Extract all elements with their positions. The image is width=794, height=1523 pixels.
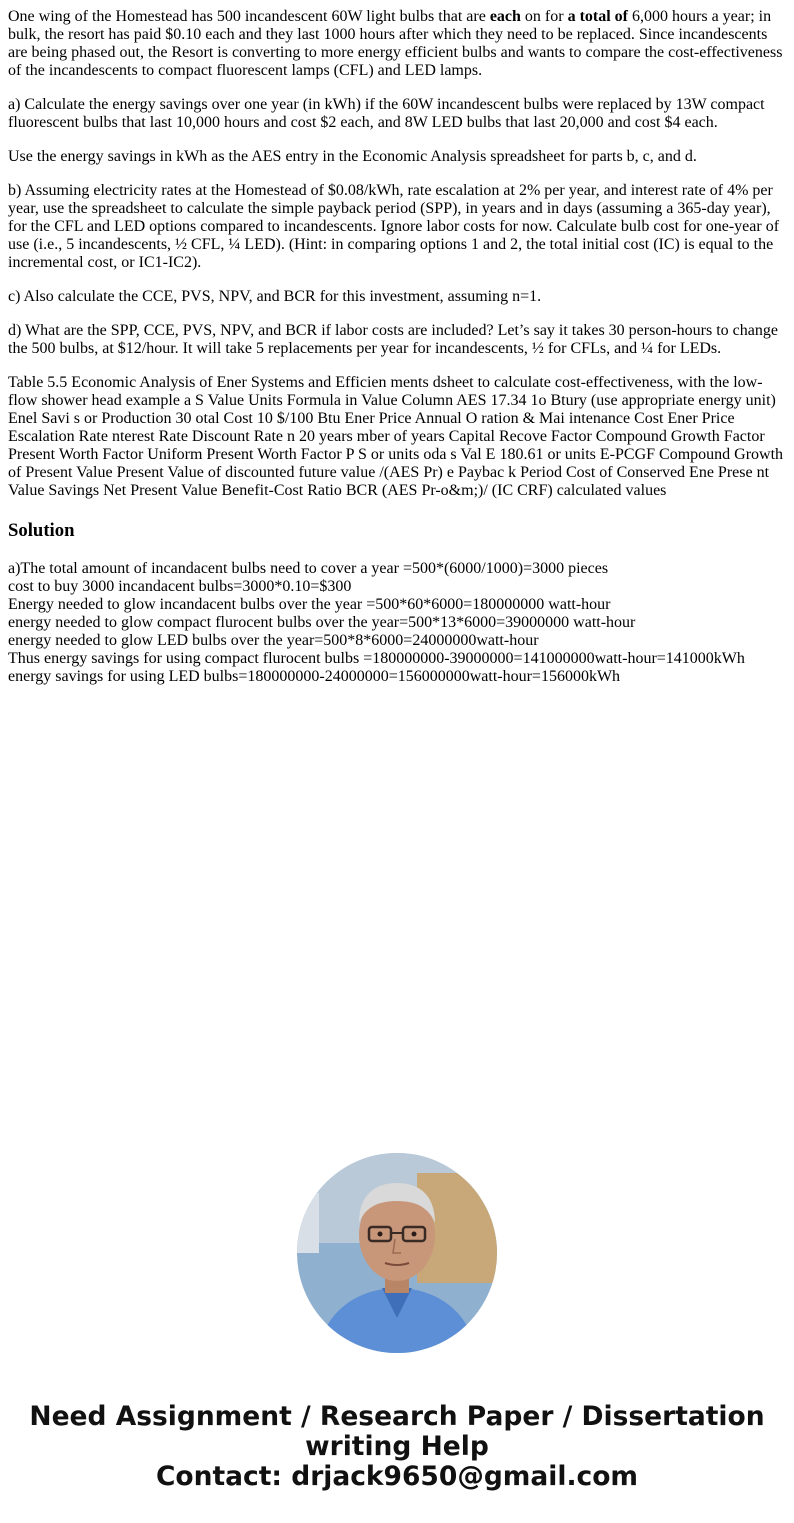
document-body [8, 8, 786, 686]
solution-line: cost to buy 3000 incandacent bulbs=3000*0.10=$300 [8, 578, 352, 595]
solution-line: energy savings for using LED bulbs=180000000-24000000=156000000watt-hour=156000kWh [8, 668, 621, 685]
solution-line: Energy needed to glow incandacent bulbs over the year =500*60*6000=180000000 watt-hour [8, 596, 611, 613]
table-description: Table 5.5 Economic Analysis of Ener Systems and Efficien ments dsheet to calculate cost-effectiveness, with the low-flow shower head example a S Value Units Formula in Value Column AES 17.34 1o Btury (use appropriate energy unit) Enel Savi s or Production 30 otal Cost 10 $/100 Btu Ener Price Annual O ration & Mai intenance Cost Ener Price Escalation Rate nterest Rate Discount Rate n 20 years mber of years Capital Recove Factor Compound Growth Factor Present Worth Factor Uniform Present Worth Factor P S or units oda s Val E 180.61 or units E-PCGF Compound Growth of Present Value Present Value of discounted future value /(AES Pr) e Paybac k Period Cost of Conserved Ene Prese nt Value Savings Net Present Value Benefit-Cost Ratio BCR (AES Pr-o&m;)/ (IC CRF) calculated values [8, 374, 784, 499]
solution-line: energy needed to glow LED bulbs over the year=500*8*6000=24000000watt-hour [8, 632, 539, 649]
solution-body [8, 560, 786, 686]
solution-line: a)The total amount of incandacent bulbs need to cover a year =500*(6000/1000)=3000 pieces [8, 560, 609, 577]
question-part-d: d) What are the SPP, CCE, PVS, NPV, and BCR if labor costs are included? Let’s say it takes 30 person-hours to change the 500 bulbs, at $12/hour. It will take 5 replacements per year for incandescents, ½ for CFLs, and ¼ for LEDs. [8, 322, 778, 357]
tutor-avatar [297, 1153, 497, 1353]
question-part-a: a) Calculate the energy savings over one year (in kWh) if the 60W incandescent bulbs were replaced by 13W compact fluorescent bulbs that last 10,000 hours and cost $2 each, and 8W LED bulbs that last 20,000 and cost $4 each. [8, 96, 765, 131]
promo-footer [0, 1402, 794, 1492]
question-part-b: b) Assuming electricity rates at the Homestead of $0.08/kWh, rate escalation at 2% per year, and interest rate of 4% per year, use the spreadsheet to calculate the simple payback period (SPP), in years and in days (assuming a 365-day year), for the CFL and LED options compared to incandescents. Ignore labor costs for now. Calculate bulb cost for one-year of use (i.e., 5 incandescents, ½ CFL, ¼ LED). (Hint: in comparing options 1 and 2, the total initial cost (IC) is equal to the incremental cost, or IC1-IC2). [8, 182, 780, 271]
intro-emphasis: each [489, 8, 521, 25]
solution-line: energy needed to glow compact flurocent bulbs over the year=500*13*6000=39000000 watt-hour [8, 614, 636, 631]
intro-text: on for [520, 8, 568, 25]
intro-text: 6,000 hours a year; in bulk, the resort has paid $0.10 each and they last 1000 hours after which they need to be replaced. Since incandescents are being phased out, the Resort is converting to more energy efficient bulbs and wants to compare the cost-effectiveness of the incandescents to compact fluorescent lamps (CFL) and LED lamps. [8, 8, 783, 79]
question-note: Use the energy savings in kWh as the AES entry in the Economic Analysis spreadsheet for parts b, c, and d. [8, 148, 697, 165]
solution-line: Thus energy savings for using compact flurocent bulbs =180000000-39000000=141000000watt-hour=141000kWh [8, 650, 745, 667]
tutor-portrait-icon [297, 1153, 497, 1353]
question-part-c: c) Also calculate the CCE, PVS, NPV, and BCR for this investment, assuming n=1. [8, 288, 542, 305]
footer-line: writing Help [305, 1431, 489, 1462]
intro-text: One wing of the Homestead has 500 incandescent 60W light bulbs that are [8, 8, 490, 25]
intro-emphasis: a total of [567, 8, 629, 25]
solution-heading: Solution [8, 520, 75, 541]
footer-line: Need Assignment / Research Paper / Dissertation [29, 1401, 765, 1432]
problem-intro [8, 8, 786, 80]
footer-contact[interactable]: Contact: drjack9650@gmail.com [155, 1461, 639, 1492]
